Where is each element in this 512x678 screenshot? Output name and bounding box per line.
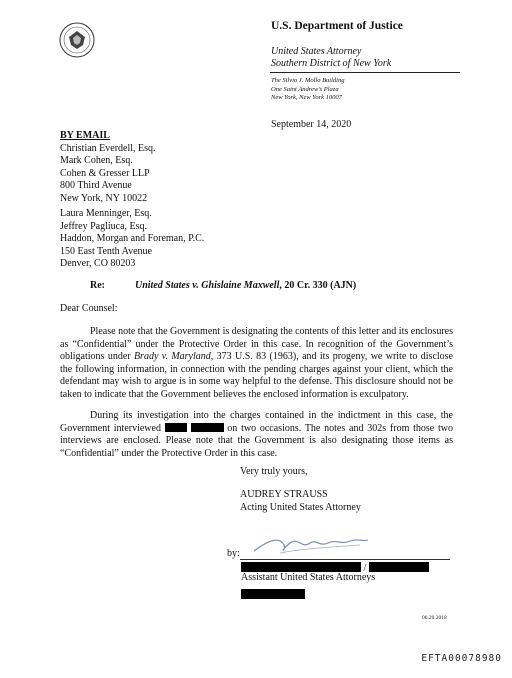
redaction-box [191,423,224,432]
case-citation: Brady v. Maryland [133,351,211,363]
re-label: Re: [90,280,105,291]
redaction-box [241,562,361,572]
valediction: Very truly yours, [240,466,308,477]
doj-seal-logo [59,22,95,58]
name-separator: / [363,563,367,574]
body-paragraph-1: Please note that the Government is designating the contents of this letter and its enclosures as “Confidential” under the Protective Order in this case. In recognition of the Government’s obligations under Brady v. Maryland, 373 U.S. 83 (1963), and its progeny, we write to disclose the following information, in connection with the pending charges against your client, which the defendant may wish to argue is in some way helpful to the defense. This disclosure should not be taken to indicate that the Government believes the enclosed information is exculpatory. [60,326,454,400]
office-address [271,77,344,103]
signature-block [240,489,361,514]
recipient-line: New York, NY 10022 [60,192,148,204]
form-code: 06.20.2018 [422,615,447,621]
address-line: New York, New York 10007 [271,94,342,101]
signer-title: Assistant United States Attorneys [241,572,376,583]
case-name: United States v. Ghislaine Maxwell [135,280,280,291]
body-paragraph-2: During its investigation into the charges contained in the indictment in this case, the Government interviewed on two occasions. The notes and 302s from those two interviews are enclosed. Please note that the Government is also designating those items as “Confidential” under the Protective Order in this case. [60,410,454,459]
letter-date: September 14, 2020 [271,119,352,130]
office-line: Southern District of New York [271,58,392,69]
recipient-block-2 [60,208,204,271]
salutation: Dear Counsel: [60,303,118,314]
handwritten-signature [250,533,370,557]
recipient-line: Haddon, Morgan and Foreman, P.C. [60,233,205,244]
redaction-box [165,423,187,432]
re-subject [135,280,356,291]
delivery-method: BY EMAIL [60,130,110,141]
signer-office: Acting United States Attorney [240,501,361,513]
address-line: One Saint Andrew’s Plaza [271,85,339,93]
recipient-line: Cohen & Gresser LLP [60,167,150,179]
recipient-line: Mark Cohen, Esq. [60,155,133,166]
department-name: U.S. Department of Justice [271,20,403,32]
recipient-line: 800 Third Avenue [60,180,132,191]
redaction-box [241,585,305,603]
by-label: by: [227,548,240,559]
recipient-line: Christian Everdell, Esq. [60,142,156,154]
case-number: , 20 Cr. 330 (AJN) [279,280,357,291]
header-divider [270,72,460,73]
redaction-box [369,562,429,572]
bates-number: EFTA00078980 [421,653,502,664]
signature-line [240,559,450,560]
office-name [271,46,391,70]
recipient-line: Denver, CO 80203 [60,258,136,269]
recipient-line: 150 East Tenth Avenue [60,245,152,257]
recipient-line: Laura Menninger, Esq. [60,208,152,219]
recipient-block-1 [60,130,156,205]
recipient-line: Jeffrey Pagliuca, Esq. [60,220,148,232]
address-line: The Silvio J. Mollo Building [271,77,345,84]
office-line: United States Attorney [271,46,362,57]
signer-name: AUDREY STRAUSS [240,489,328,500]
